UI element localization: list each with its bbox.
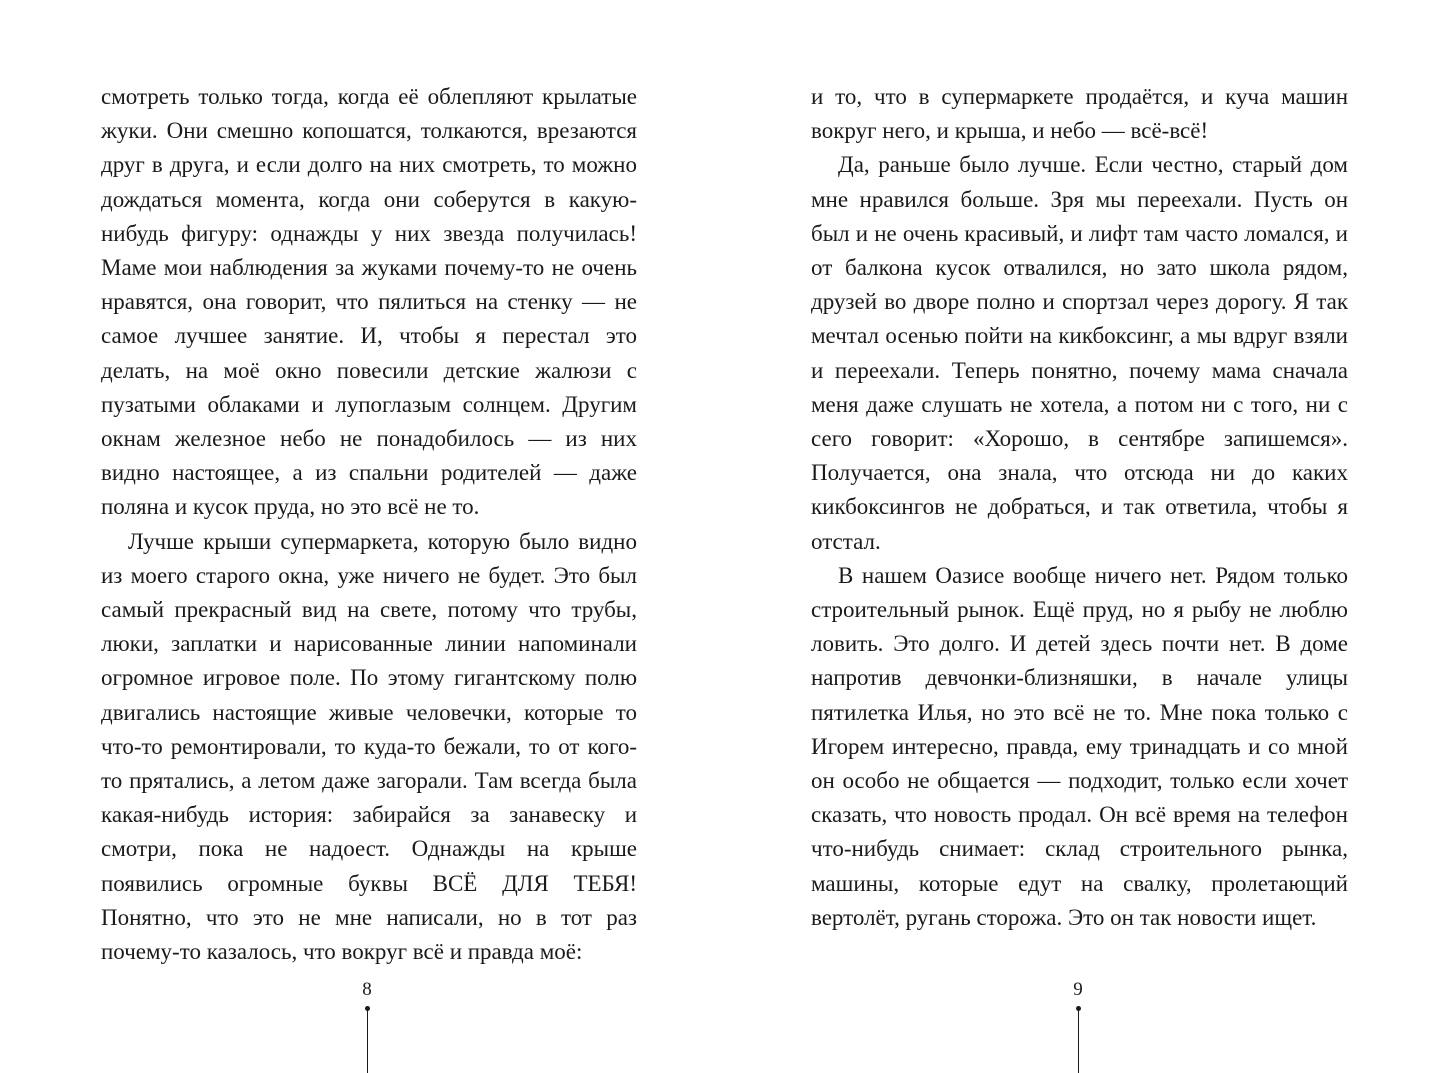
left-page-number: 8 <box>362 979 372 1000</box>
right-paragraph-1: и то, что в супермаркете продаётся, и куча машин вокруг него, и крыша, и небо — всё-всё! <box>811 84 1348 144</box>
right-page-text <box>811 80 1348 935</box>
right-paragraph-2: Да, раньше было лучше. Если честно, старый дом мне нравился больше. Зря мы переехали. Пусть он был и не очень красивый, и лифт там часто ломался, и от балкона кусок отвалился, но зато школа рядом, друзей во дворе полно и спортзал через дорогу. Я так мечтал осенью пойти на кикбоксинг, а мы вдруг взяли и переехали. Теперь понятно, почему мама сначала меня даже слушать не хотела, а потом ни с того, ни с сего говорит: «Хорошо, в сентябре запишемся». Получается, она знала, что отсюда ни до каких кикбоксингов не добраться, и так ответила, чтобы я отстал. <box>811 152 1348 554</box>
left-paragraph-2: Лучше крыши супермаркета, которую было видно из моего старого окна, уже ничего не будет. Это был самый прекрасный вид на свете, потому что трубы, люки, заплатки и нарисованные линии напоминали огромное игровое поле. По этому гигантскому полю двигались настоящие живые человечки, которые то что-то ремонтировали, то куда-то бежали, то от кого-то прятались, а летом даже загорали. Там всегда была какая-нибудь история: забирайся за занавеску и смотри, пока не надоест. Однажды на крыше появились огромные буквы ВСЁ ДЛЯ ТЕБЯ! Понятно, что это не мне написали, но в тот раз почему-то казалось, что вокруг всё и правда моё: <box>101 528 637 965</box>
left-folio-line <box>367 1009 368 1073</box>
left-page <box>0 0 722 1073</box>
right-page <box>722 0 1444 1073</box>
left-paragraph-1: смотреть только тогда, когда её облепляют крылатые жуки. Они смешно копошатся, толкаются, врезаются друг в друга, и если долго на них смотреть, то можно дождаться момента, когда они соберутся в какую-нибудь фигуру: однажды у них звезда получилась! Маме мои наблюдения за жуками почему-то не очень нравятся, она говорит, что пялиться на стенку — не самое лучшее занятие. И, чтобы я перестал это делать, на моё окно повесили детские жалюзи с пузатыми облаками и лупоглазым солнцем. Другим окнам железное небо не понадобилось — из них видно настоящее, а из спальни родителей — даже поляна и кусок пруда, но это всё не то. <box>101 84 637 520</box>
right-paragraph-3: В нашем Оазисе вообще ничего нет. Рядом только строительный рынок. Ещё пруд, но я рыбу не люблю ловить. Это долго. И детей здесь почти нет. В доме напротив девчонки-близняшки, в начале улицы пятилетка Илья, но это всё не то. Мне пока только с Игорем интересно, правда, ему тринадцать и со мной он особо не общается — подходит, только если хочет сказать, что новость продал. Он всё время на телефон что-нибудь снимает: склад строительного рынка, машины, которые едут на свалку, пролетающий вертолёт, ругань сторожа. Это он так новости ищет. <box>811 562 1348 930</box>
right-folio-line <box>1078 1009 1079 1073</box>
left-page-text <box>101 80 637 969</box>
right-page-number: 9 <box>1073 979 1083 1000</box>
